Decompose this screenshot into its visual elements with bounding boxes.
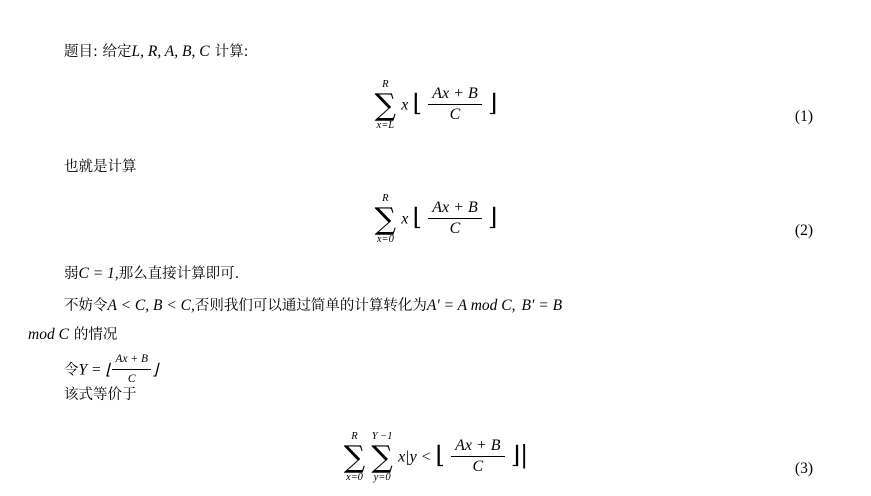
paragraph-wlog-line1: [64, 294, 562, 318]
summation-symbol: [374, 79, 397, 131]
problem-statement-prefix: 题目: 给定: [64, 44, 132, 60]
paragraph-wlog-line2: [28, 323, 117, 347]
equation-1: [0, 79, 871, 131]
summation-symbol-inner: [371, 431, 393, 483]
floor-right-bracket-icon: ⌋: [487, 89, 498, 118]
floor-left-bracket-icon: ⌊: [412, 89, 423, 118]
paragraph-equivalent: [64, 383, 137, 407]
weak-c-equation: C = 1,: [78, 265, 119, 282]
let-y-floor-close: ⌋: [152, 361, 159, 379]
wlog-condition: A < C, B < C,: [107, 297, 195, 314]
fraction-denominator: C: [472, 458, 484, 475]
sum-upper-limit: R: [382, 193, 389, 204]
equation-3-body: [343, 431, 529, 483]
floor-left-bracket-icon: ⌊: [435, 441, 445, 470]
problem-statement-variables: L, R, A, B, C: [131, 43, 210, 60]
fraction-numerator: Ax + B: [451, 437, 504, 457]
paragraph-also-compute: [64, 155, 137, 179]
equivalent-text: 该式等价于: [64, 387, 137, 403]
equation-3-operand: x|y <: [398, 448, 436, 466]
sum-outer-lower-limit: x=0: [345, 471, 363, 483]
paragraph-weak-c: [64, 262, 239, 286]
equation-2-number: (2): [794, 222, 813, 239]
equation-2-fraction: [428, 199, 481, 238]
fraction-denominator: C: [127, 373, 136, 386]
equation-1-operand: x: [401, 96, 409, 114]
wlog-middle-text: 否则我们可以通过简单的计算转化为: [194, 298, 427, 314]
wlog-suffix: 的情况: [73, 327, 118, 343]
sum-outer-upper-limit: R: [351, 431, 358, 442]
sum-inner-lower-limit: y=0: [373, 471, 391, 483]
problem-statement-suffix: 计算:: [214, 44, 249, 60]
sum-lower-limit: x=L: [376, 119, 395, 131]
equation-2: [0, 193, 871, 245]
weak-c-suffix: 那么直接计算即可.: [118, 266, 240, 282]
fraction-numerator: Ax + B: [428, 199, 481, 219]
sigma-icon: ∑: [374, 88, 397, 123]
equation-3: [0, 431, 871, 483]
equation-1-number: (1): [794, 108, 813, 125]
wlog-b-prime: B′ = B: [521, 297, 563, 314]
sigma-icon: ∑: [374, 202, 397, 237]
fraction-denominator: C: [449, 220, 461, 237]
weak-c-prefix: 弱: [64, 266, 79, 282]
wlog-mod-c: mod C: [28, 326, 69, 343]
sigma-icon: ∑: [371, 440, 393, 475]
sum-lower-limit: x=0: [376, 233, 394, 245]
fraction-numerator: Ax + B: [428, 85, 481, 105]
floor-right-bracket-icon: ⌋|: [510, 441, 529, 470]
let-y-prefix: 令: [64, 362, 79, 379]
equation-1-fraction: [428, 85, 481, 124]
wlog-prefix: 不妨令: [64, 298, 108, 314]
also-compute-text: 也就是计算: [64, 159, 137, 175]
equation-3-fraction: [451, 437, 504, 476]
floor-left-bracket-icon: ⌊: [412, 203, 423, 232]
sum-inner-upper-limit: Y −1: [371, 431, 393, 442]
fraction-numerator: Ax + B: [112, 351, 151, 370]
equation-2-body: [374, 193, 498, 245]
wlog-a-prime: A′ = A mod C,: [426, 297, 516, 314]
summation-symbol: [374, 193, 397, 245]
sum-upper-limit: R: [382, 79, 389, 90]
floor-right-bracket-icon: ⌋: [487, 203, 498, 232]
equation-1-body: [374, 79, 498, 131]
fraction-denominator: C: [449, 106, 461, 123]
equation-2-operand: x: [401, 210, 409, 228]
let-y-equals-floor: Y = ⌊: [78, 361, 112, 379]
paragraph-problem-statement: [64, 40, 248, 64]
summation-symbol-outer: [343, 431, 366, 483]
equation-3-number: (3): [794, 460, 813, 477]
sigma-icon: ∑: [343, 440, 366, 475]
